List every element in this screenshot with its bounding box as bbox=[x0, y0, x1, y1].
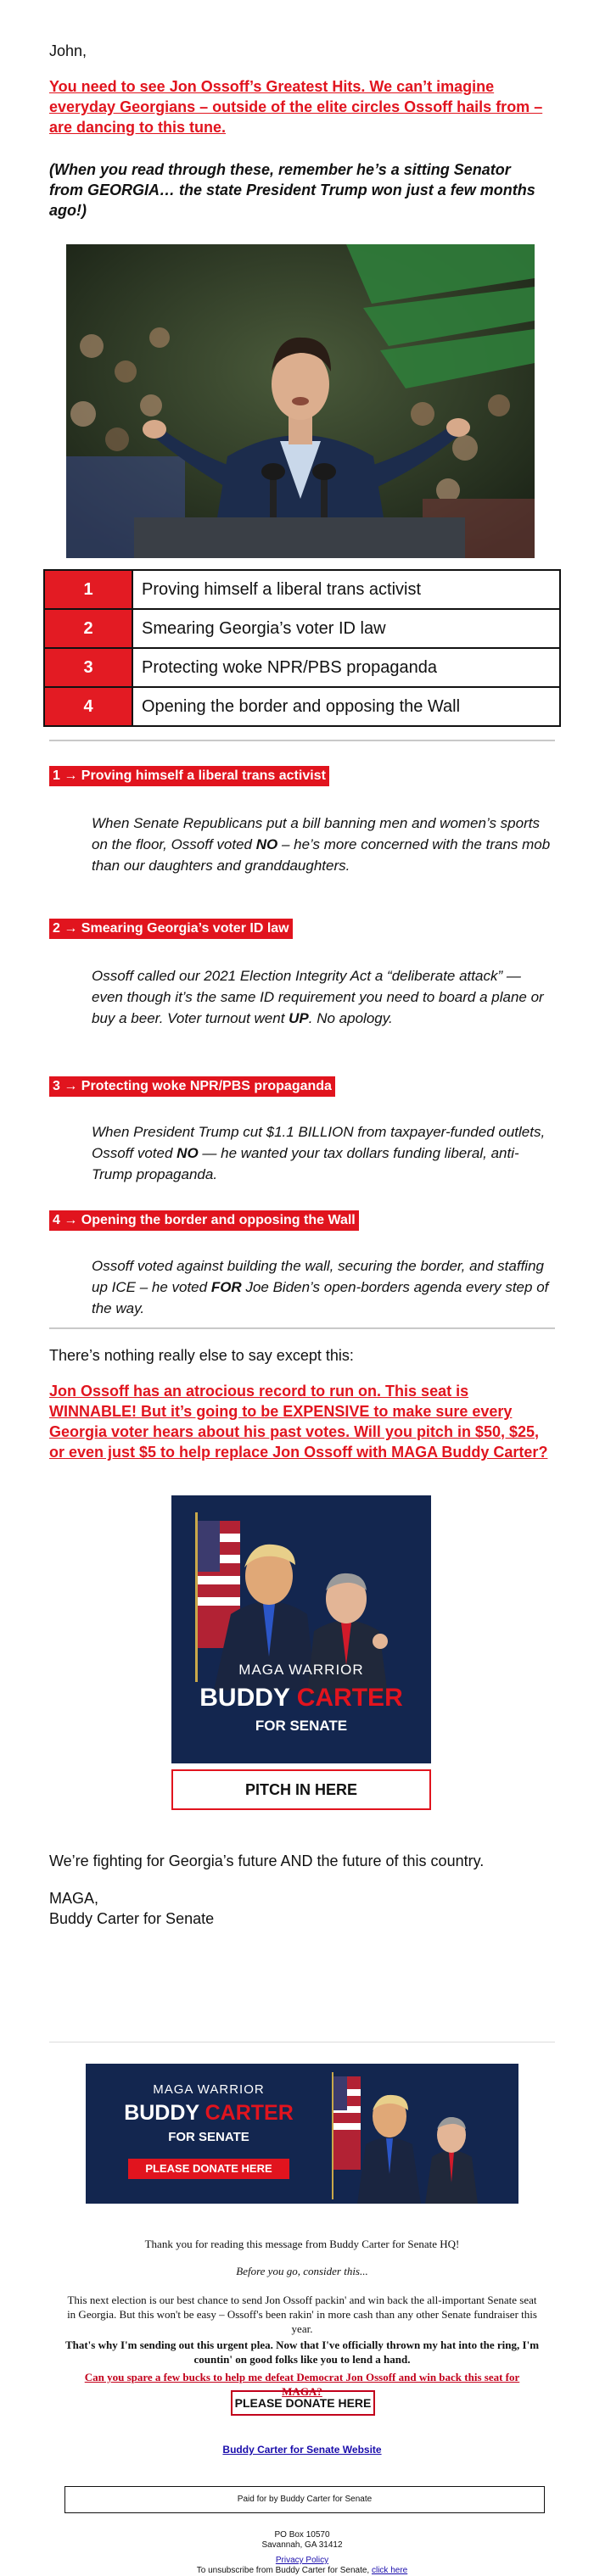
row-number: 4 bbox=[44, 687, 132, 726]
row-text: Smearing Georgia’s voter ID law bbox=[132, 609, 560, 648]
section-1-heading: 1 → Proving himself a liberal trans activist bbox=[49, 766, 329, 786]
section-4-heading: 4 → Opening the border and opposing the Wall bbox=[49, 1210, 359, 1231]
address-line1: PO Box 10570 bbox=[274, 2530, 330, 2540]
footer-thanks: Thank you for reading this message from Buddy Carter for Senate HQ! bbox=[144, 2238, 460, 2250]
promo-title-line1: MAGA WARRIOR bbox=[238, 1662, 364, 1678]
signoff-maga: MAGA, bbox=[49, 1890, 99, 1907]
footer-para2: That's why I'm sending out this urgent plea. Now that I've officially thrown my hat into the ring, I'm countin' on good folks like you to lend a hand. bbox=[64, 2339, 540, 2366]
intro-link[interactable] bbox=[49, 76, 545, 137]
unsubscribe-line: To unsubscribe from Buddy Carter for Senate, click here bbox=[196, 2566, 408, 2575]
greatest-hits-table bbox=[43, 569, 561, 727]
promo-title-line3: FOR SENATE bbox=[255, 1718, 348, 1734]
address-line2: Savannah, GA 31412 bbox=[261, 2540, 343, 2550]
banner-title-line3: FOR SENATE bbox=[168, 2130, 249, 2144]
footer-ask-link[interactable]: Can you spare a few bucks to help me defeat Democrat Jon Ossoff and win back this seat for MAGA? bbox=[84, 2371, 520, 2398]
greeting: John, bbox=[49, 42, 87, 59]
divider bbox=[49, 1327, 555, 1329]
section-1-body: When Senate Republicans put a bill banning men and women’s sports on the floor, Ossoff voted NO – he’s more concerned with the trans mob than our daughters and granddaughters. bbox=[92, 815, 551, 874]
nothing-else-text: There’s nothing really else to say except this: bbox=[49, 1347, 354, 1364]
section-2-body: Ossoff called our 2021 Election Integrity Act a “deliberate attack” — even though it’s the same ID requirement you need to board a plane or buy a beer. Voter turnout went UP. No apology. bbox=[92, 968, 544, 1026]
section-3-body: When President Trump cut $1.1 BILLION from taxpayer-funded outlets, Ossoff voted NO — he wanted your tax dollars funding liberal, anti-Trump propaganda. bbox=[92, 1124, 546, 1182]
row-text: Proving himself a liberal trans activist bbox=[132, 570, 560, 609]
donation-ask-text[interactable]: Jon Ossoff has an atrocious record to run on. This seat is WINNABLE! But it’s going to be EXPENSIVE to make sure every Georgia voter hears about his past votes. Will you pitch in $50, $25, or even just $5 to help replace Jon Ossoff with MAGA Buddy Carter? bbox=[49, 1383, 548, 1461]
hero-photo bbox=[66, 244, 535, 558]
table-row bbox=[44, 648, 560, 687]
table-row bbox=[44, 687, 560, 726]
fighting-text: We’re fighting for Georgia’s future AND the future of this country. bbox=[49, 1852, 485, 1869]
pitch-in-button[interactable]: PITCH IN HERE bbox=[171, 1769, 431, 1810]
paid-for-box: Paid for by Buddy Carter for Senate bbox=[64, 2486, 545, 2513]
footer-banner[interactable] bbox=[86, 2064, 518, 2204]
website-link[interactable] bbox=[49, 2443, 555, 2457]
unsubscribe-link[interactable]: click here bbox=[371, 2566, 408, 2575]
donation-ask-link[interactable] bbox=[49, 1381, 555, 1462]
privacy-link-text[interactable]: Privacy Policy bbox=[275, 2556, 329, 2565]
section-3-heading: 3 → Protecting woke NPR/PBS propaganda bbox=[49, 1076, 335, 1097]
row-number: 2 bbox=[44, 609, 132, 648]
banner-name: BUDDY CARTER bbox=[124, 2101, 294, 2125]
promo-image[interactable] bbox=[171, 1495, 431, 1763]
intro-note: (When you read through these, remember he’s a sitting Senator from GEORGIA… the state President Trump won just a few months ago!) bbox=[49, 161, 535, 219]
website-link-text[interactable]: Buddy Carter for Senate Website bbox=[222, 2444, 382, 2456]
section-4-body: Ossoff voted against building the wall, securing the border, and staffing up ICE – he voted FOR Joe Biden’s open-borders agenda every step of the way. bbox=[92, 1258, 549, 1316]
signoff-name: Buddy Carter for Senate bbox=[49, 1910, 215, 1927]
table-row bbox=[44, 609, 560, 648]
row-number: 3 bbox=[44, 648, 132, 687]
hero-photo-illustration bbox=[66, 244, 535, 558]
promo-name: BUDDY CARTER bbox=[199, 1684, 403, 1712]
banner-title-line1: MAGA WARRIOR bbox=[153, 2082, 265, 2097]
section-2-heading: 2 → Smearing Georgia’s voter ID law bbox=[49, 919, 293, 939]
privacy-link[interactable] bbox=[49, 2556, 555, 2566]
table-row bbox=[44, 570, 560, 609]
footer-before: Before you go, consider this... bbox=[236, 2265, 368, 2277]
intro-link-text[interactable]: You need to see Jon Ossoff’s Greatest Hits. We can’t imagine everyday Georgians – outside of the elite circles Ossoff hails from – are dancing to this tune. bbox=[49, 78, 543, 136]
divider bbox=[49, 740, 555, 741]
row-text: Opening the border and opposing the Wall bbox=[132, 687, 560, 726]
banner-donate-button[interactable]: PLEASE DONATE HERE bbox=[128, 2159, 289, 2179]
footer-para1: This next election is our best chance to send Jon Ossoff packin' and win back the all-important Senate seat in Georgia. But this won't be easy – Ossoff's been rakin' in more cash than any other Senate fundraiser this year. bbox=[67, 2294, 537, 2335]
row-number: 1 bbox=[44, 570, 132, 609]
row-text: Protecting woke NPR/PBS propaganda bbox=[132, 648, 560, 687]
footer-donate-button[interactable]: PLEASE DONATE HERE bbox=[231, 2390, 375, 2416]
